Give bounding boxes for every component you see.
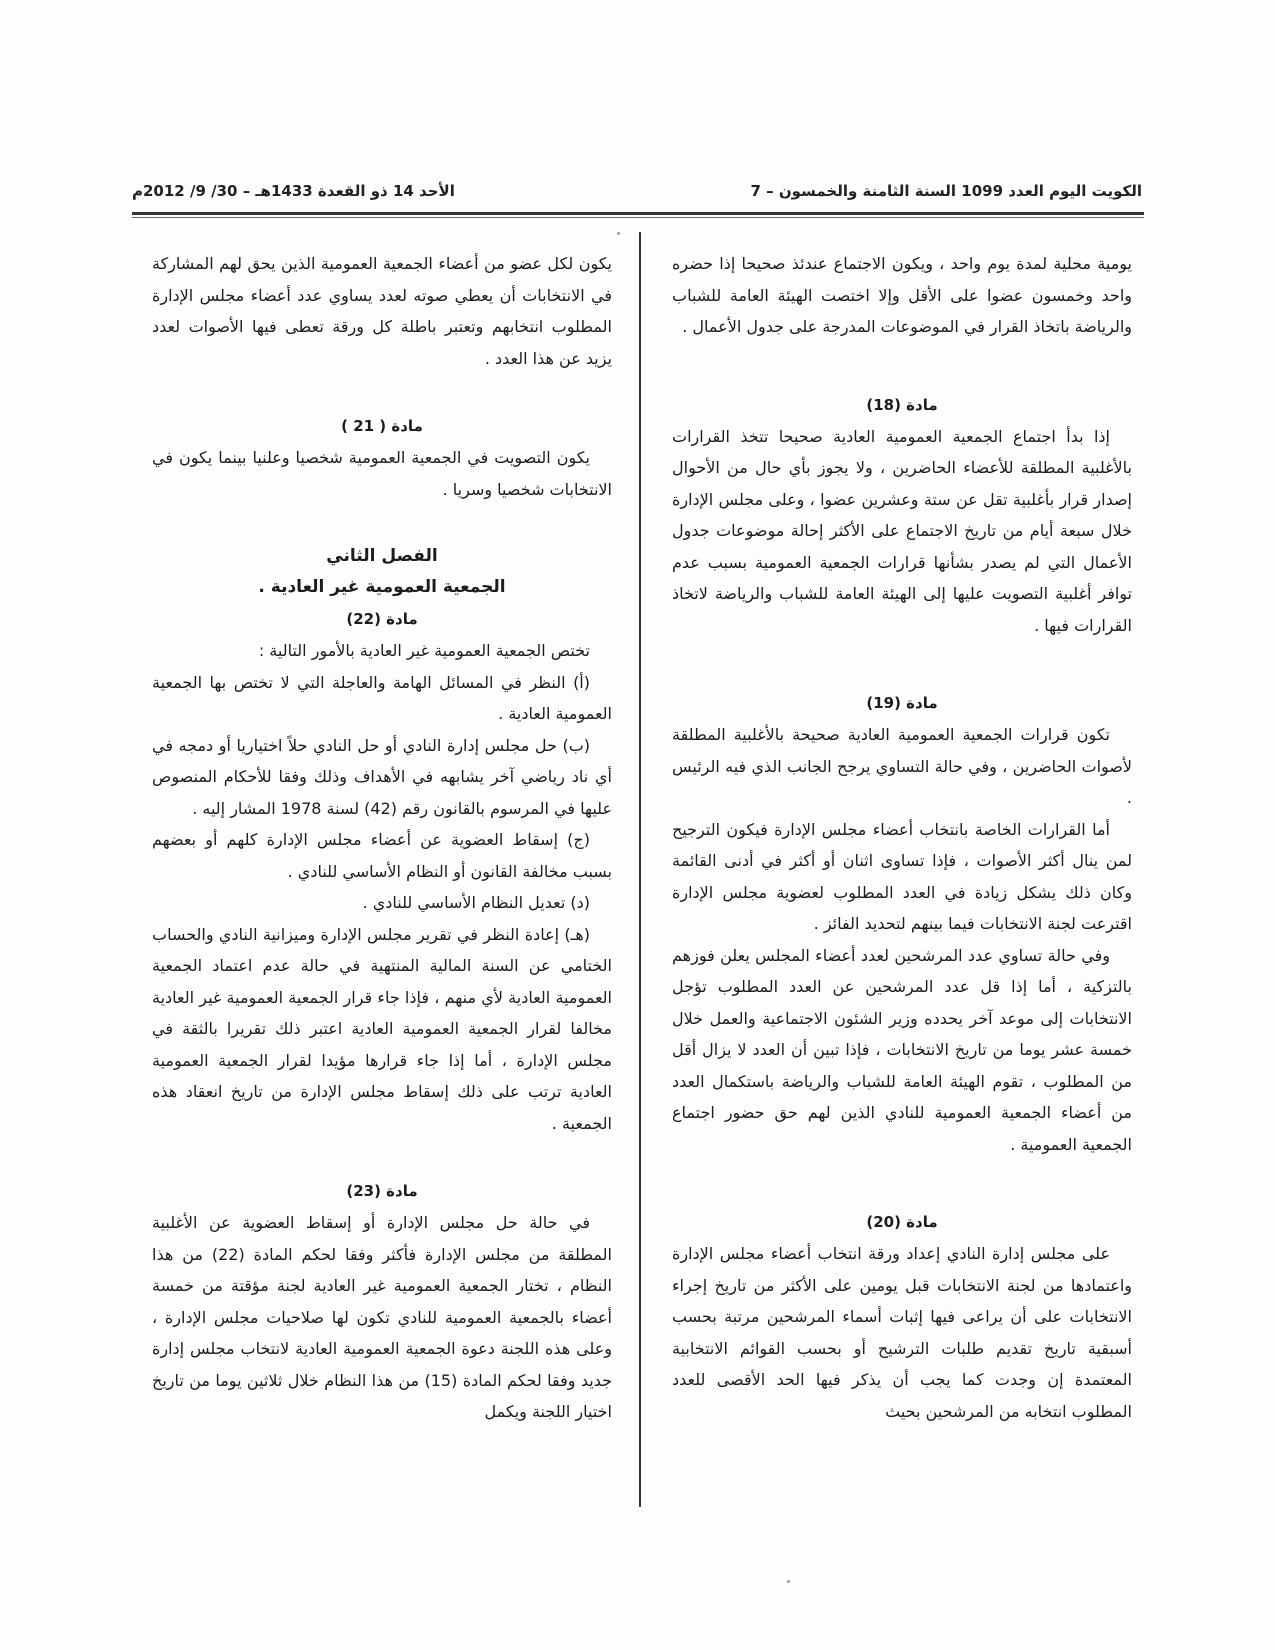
article-19-paragraph: وفي حالة تساوي عدد المرشحين لعدد أعضاء المجلس يعلن فوزهم بالتزكية ، أما إذا قل عدد المرشحين عن العدد المطلوب تؤجل الانتخابات إلى موعد آخر يحدده وزير الشئون الاجتماعية والعمل خلال خمسة عشر يوما من تاريخ الانتخابات ، فإذا تبين أن العدد لا يزال أقل من المطلوب ، تقوم الهيئة العامة للشباب والرياضة باستكمال العدد من أعضاء الجمعية العمومية للنادي الذين لهم حق حضور اجتماع الجمعية العمومية . [672, 945, 1132, 1154]
article-20-text: على مجلس إدارة النادي إعداد ورقة انتخاب أعضاء مجلس الإدارة واعتمادها من لجنة الانتخابات قبل يومين على الأكثر من تاريخ إجراء الانتخابات على أن يراعى فيها إثبات أسماء المرشحين مرتبة بحسب أسبقية تاريخ تقديم طلبات الترشيح أو بحسب القوائم الانتخابية المعتمدة إن وجدت كما يجب أن يذكر فيها الحد الأقصى للعدد المطلوب انتخابه من المرشحين بحيث [672, 1244, 1132, 1421]
header-gazette-info: الكويت اليوم العدد 1099 السنة الثامنة والخمسون – 7 [750, 182, 1142, 200]
scan-speck [787, 1580, 790, 1583]
header-rule [132, 212, 1144, 215]
article-20-title: مادة (20) [866, 1213, 938, 1231]
article-22-item: (د) تعديل النظام الأساسي للنادي . [362, 893, 590, 912]
article-22-item: (أ) النظر في المسائل الهامة والعاجلة التي لا تختص بها الجمعية العمومية العادية . [152, 672, 612, 723]
header-rule-thin [132, 217, 1144, 218]
article-23-title: مادة (23) [346, 1182, 418, 1200]
left-intro-paragraph: يكون لكل عضو من أعضاء الجمعية العمومية الذين يحق لهم المشاركة في الانتخابات أن يعطي صوته لعدد يساوي عدد أعضاء مجلس الإدارة المطلوب انتخابهم وتعتبر باطلة كل ورقة تعطى فيها الأصوات لعدد يزيد عن هذا العدد . [152, 254, 612, 368]
scan-speck [617, 232, 620, 235]
article-21-title: مادة ( 21 ) [341, 417, 423, 435]
article-23-text: في حالة حل مجلس الإدارة أو إسقاط العضوية عن الأغلبية المطلقة من مجلس الإدارة فأكثر وفقا لحكم المادة (22) من هذا النظام ، تختار الجمعية العمومية غير العادية لجنة مؤقتة من خمسة أعضاء بالجمعية العمومية للنادي تكون لها صلاحيات مجلس الإدارة ، وعلى هذه اللجنة دعوة الجمعية العمومية العادية لانتخاب مجلس إدارة جديد وفقا لحكم المادة (15) من هذا النظام خلال ثلاثين يوما من تاريخ اختيار اللجنة ويكمل [152, 1213, 612, 1421]
article-21-text: يكون التصويت في الجمعية العمومية شخصيا وعلنيا بينما يكون في الانتخابات شخصيا وسريا . [152, 448, 612, 499]
right-column [672, 248, 1132, 1427]
article-18-title: مادة (18) [866, 395, 938, 414]
article-18-text: إذا بدأ اجتماع الجمعية العمومية العادية صحيحا تتخذ القرارات بالأغلبية المطلقة للأعضاء الحاضرين ، ولا يجوز بأي حال من الأحوال إصدار قرار بأغلبية تقل عن ستة وعشرين عضوا ، وعلى مجلس الإدارة خلال سبعة أيام من تاريخ الاجتماع على الأكثر إحالة موضوعات جدول الأعمال التي لم يصدر بشأنها قرارات الجمعية العمومية بسبب عدم توافر أغلبية التصويت عليها إلى الهيئة العامة للشباب والرياضة لاتخاذ القرارات فيها . [672, 426, 1132, 635]
column-divider [639, 232, 641, 1507]
right-intro-paragraph: يومية محلية لمدة يوم واحد ، ويكون الاجتماع عندئذ صحيحا إذا حضره واحد وخمسون عضوا على الأقل وإلا اختصت الهيئة العامة للشباب والرياضة باتخاذ القرار في الموضوعات المدرجة على جدول الأعمال . [672, 254, 1132, 336]
page-header [132, 176, 1142, 206]
article-19-paragraph: أما القرارات الخاصة بانتخاب أعضاء مجلس الإدارة فيكون الترجيح لمن ينال أكثر الأصوات ، فإذا تساوى اثنان أو أكثر في أدنى القائمة وكان ذلك يشكل زيادة في العدد المطلوب لعضوية مجلس الإدارة اقترعت لجنة الانتخابات فيما بينهم لتحديد الفائز . [672, 819, 1132, 933]
chapter-subtitle: الجمعية العمومية غير العادية . [258, 577, 506, 597]
left-column [152, 248, 612, 1428]
article-22-item: (ب) حل مجلس إدارة النادي أو حل النادي حلاً اختياريا أو دمجه في أي ناد رياضي آخر يشابهه في الأهداف وذلك وفقا للأحكام المنصوص عليها في المرسوم بالقانون رقم (42) لسنة 1978 المشار إليه . [152, 735, 612, 818]
chapter-title: الفصل الثاني [326, 546, 438, 566]
article-22-item: (ج) إسقاط العضوية عن أعضاء مجلس الإدارة كلهم أو بعضهم بسبب مخالفة القانون أو النظام الأساسي للنادي . [152, 830, 612, 881]
article-22-title: مادة (22) [346, 610, 418, 628]
article-19-paragraph: تكون قرارات الجمعية العمومية العادية صحيحة بالأغلبية المطلقة لأصوات الحاضرين ، وفي حالة التساوي يرجح الجانب الذي فيه الرئيس . [672, 725, 1132, 807]
article-19-title: مادة (19) [866, 694, 938, 712]
article-22-intro: تختص الجمعية العمومية غير العادية بالأمور التالية : [258, 641, 590, 660]
header-date: الأحد 14 ذو القعدة 1433هـ – 30/ 9/ 2012م [132, 182, 455, 200]
article-22-item: (هـ) إعادة النظر في تقرير مجلس الإدارة وميزانية النادي والحساب الختامي عن السنة المالية المنتهية في حالة عدم اعتماد الجمعية العمومية العادية لأي منهم ، فإذا جاء قرار الجمعية العمومية غير العادية مخالفا لقرار الجمعية العمومية العادية اعتبر ذلك تقريرا بالثقة في مجلس الإدارة ، أما إذا جاء قرارها مؤيدا لقرار الجمعية العمومية العادية ترتب على ذلك إسقاط مجلس الإدارة من تاريخ انعقاد هذه الجمعية . [152, 924, 612, 1133]
